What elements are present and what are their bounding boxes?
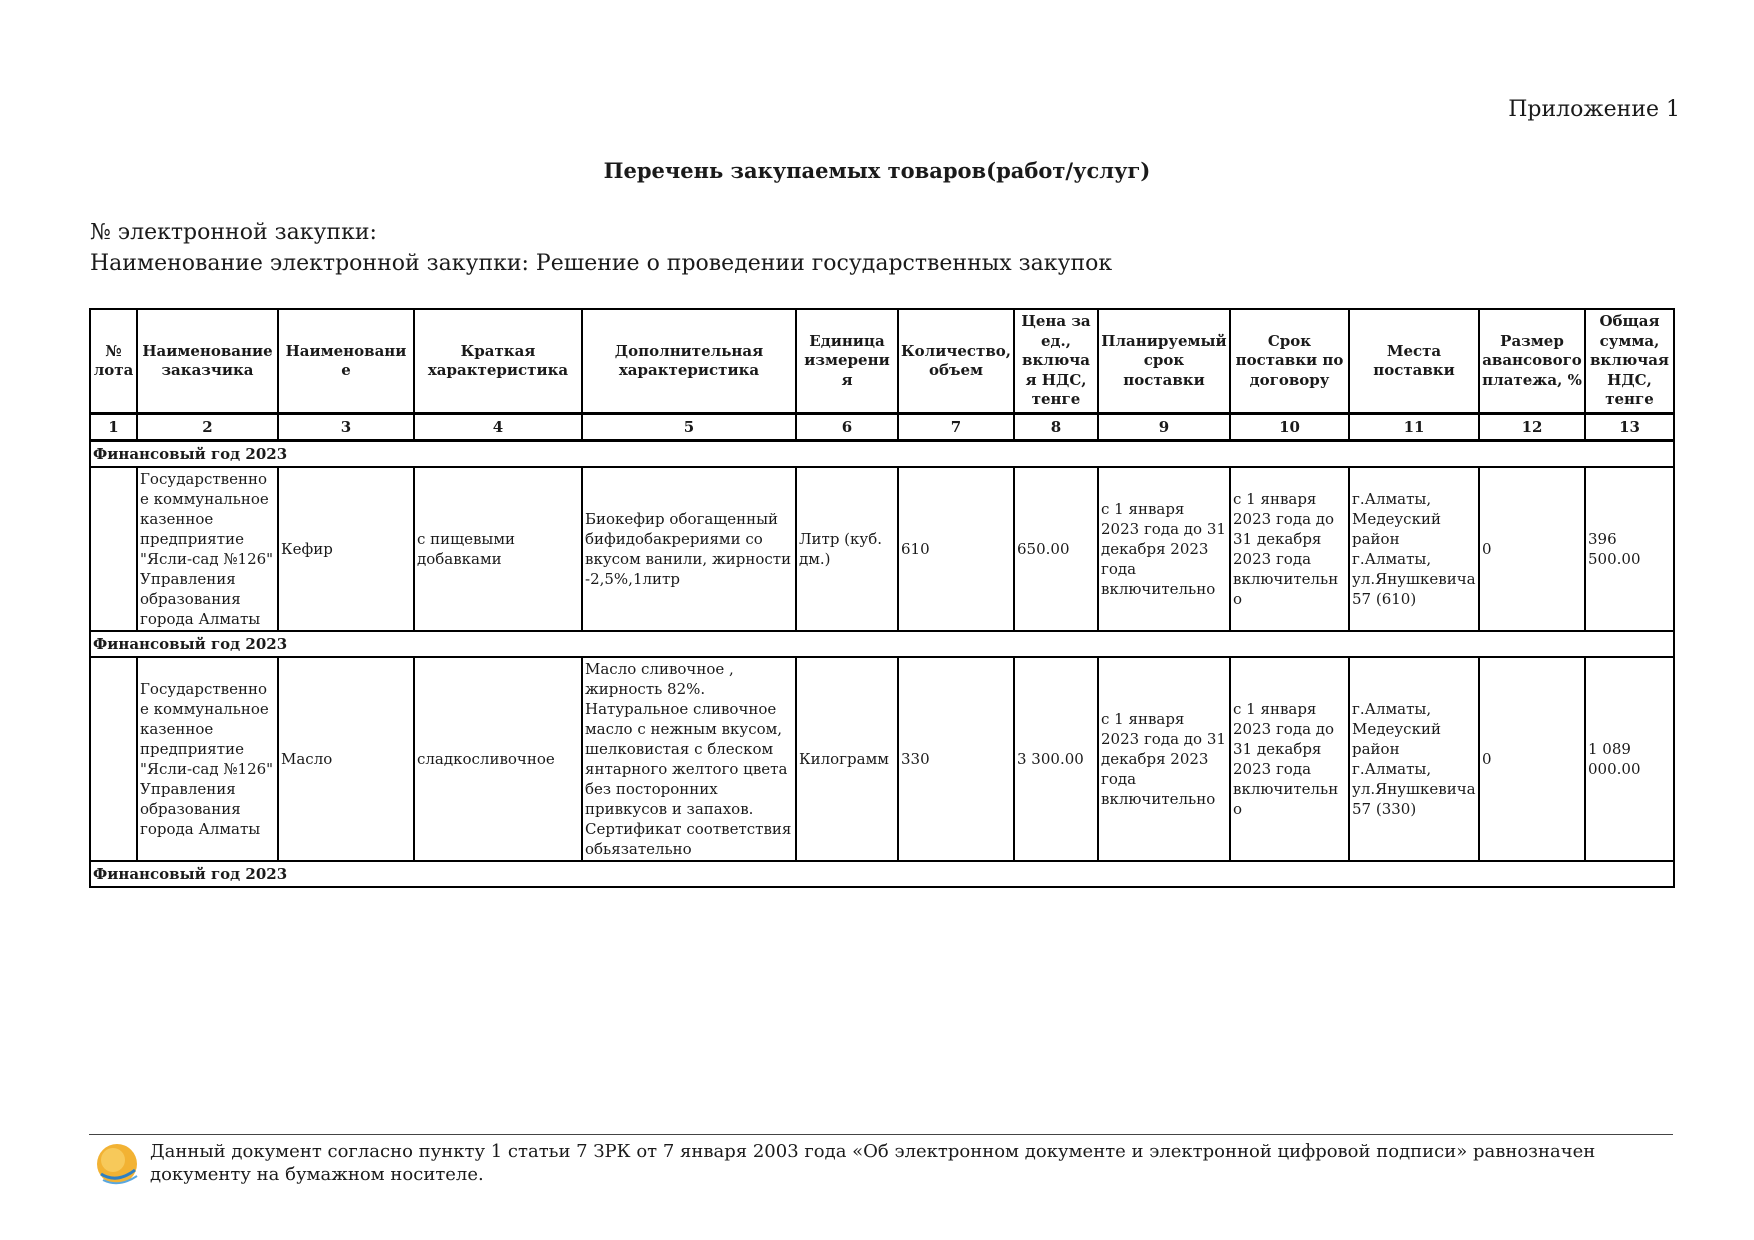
fiscal-year-label: Финансовый год 2023 bbox=[90, 631, 1674, 657]
header-cell: Наименование заказчика bbox=[137, 309, 278, 414]
total-cell: 396 500.00 bbox=[1585, 467, 1674, 631]
header-cell: Дополнительная характеристика bbox=[582, 309, 796, 414]
column-number: 1 bbox=[90, 414, 137, 441]
footer-divider bbox=[89, 1134, 1673, 1135]
header-cell: Краткая характеристика bbox=[414, 309, 582, 414]
column-number: 8 bbox=[1014, 414, 1098, 441]
fiscal-year-label: Финансовый год 2023 bbox=[90, 441, 1674, 468]
column-number: 5 bbox=[582, 414, 796, 441]
contract-term-cell: с 1 января 2023 года до 31 декабря 2023 года включительно bbox=[1230, 467, 1349, 631]
header-row bbox=[90, 309, 1674, 414]
price-cell: 650.00 bbox=[1014, 467, 1098, 631]
column-number: 7 bbox=[898, 414, 1014, 441]
lot-number-cell bbox=[90, 657, 137, 861]
fiscal-year-label: Финансовый год 2023 bbox=[90, 861, 1674, 887]
total-cell: 1 089 000.00 bbox=[1585, 657, 1674, 861]
extra-desc-cell: Биокефир обогащенный бифидобакрериями со вкусом ванили, жирности -2,5%,1литр bbox=[582, 467, 796, 631]
customer-cell: Государственное коммунальное казенное предприятие "Ясли-сад №126" Управления образования города Алматы bbox=[137, 657, 278, 861]
appendix-label: Приложение 1 bbox=[1508, 97, 1680, 122]
advance-cell: 0 bbox=[1479, 657, 1585, 861]
table-row bbox=[90, 467, 1674, 631]
unit-cell: Литр (куб. дм.) bbox=[796, 467, 898, 631]
planned-term-cell: с 1 января 2023 года до 31 декабря 2023 года включительно bbox=[1098, 657, 1230, 861]
header-cell: Общая сумма, включая НДС, тенге bbox=[1585, 309, 1674, 414]
place-cell: г.Алматы, Медеуский район г.Алматы, ул.Янушкевича 57 (330) bbox=[1349, 657, 1479, 861]
column-number: 12 bbox=[1479, 414, 1585, 441]
column-number: 6 bbox=[796, 414, 898, 441]
quantity-cell: 610 bbox=[898, 467, 1014, 631]
advance-cell: 0 bbox=[1479, 467, 1585, 631]
name-cell: Кефир bbox=[278, 467, 414, 631]
header-cell: Места поставки bbox=[1349, 309, 1479, 414]
short-desc-cell: сладкосливочное bbox=[414, 657, 582, 861]
column-number: 2 bbox=[137, 414, 278, 441]
extra-desc-cell: Масло сливочное , жирность 82%. Натуральное сливочное масло с нежным вкусом, шелковистая с блеском янтарного желтого цвета без посторонних привкусов и запахов. Сертификат соответствия обьязательно bbox=[582, 657, 796, 861]
unit-cell: Килограмм bbox=[796, 657, 898, 861]
header-cell: Количество, объем bbox=[898, 309, 1014, 414]
column-number: 3 bbox=[278, 414, 414, 441]
year-row bbox=[90, 861, 1674, 887]
column-number: 9 bbox=[1098, 414, 1230, 441]
name-cell: Масло bbox=[278, 657, 414, 861]
document-title: Перечень закупаемых товаров(работ/услуг) bbox=[603, 158, 1151, 183]
header-cell: Цена за ед., включая НДС, тенге bbox=[1014, 309, 1098, 414]
column-number-row bbox=[90, 414, 1674, 441]
header-cell: Наименование bbox=[278, 309, 414, 414]
lots-table bbox=[89, 308, 1675, 888]
quantity-cell: 330 bbox=[898, 657, 1014, 861]
short-desc-cell: с пищевыми добавками bbox=[414, 467, 582, 631]
egov-seal-icon bbox=[93, 1140, 141, 1188]
year-row bbox=[90, 441, 1674, 468]
header-cell: Единица измерения bbox=[796, 309, 898, 414]
customer-cell: Государственное коммунальное казенное предприятие "Ясли-сад №126" Управления образования города Алматы bbox=[137, 467, 278, 631]
header-cell: № лота bbox=[90, 309, 137, 414]
column-number: 10 bbox=[1230, 414, 1349, 441]
column-number: 4 bbox=[414, 414, 582, 441]
place-cell: г.Алматы, Медеуский район г.Алматы, ул.Янушкевича 57 (610) bbox=[1349, 467, 1479, 631]
price-cell: 3 300.00 bbox=[1014, 657, 1098, 861]
header-cell: Размер авансового платежа, % bbox=[1479, 309, 1585, 414]
year-row bbox=[90, 631, 1674, 657]
lot-number-cell bbox=[90, 467, 137, 631]
procurement-number-label: № электронной закупки: bbox=[90, 220, 377, 245]
column-number: 13 bbox=[1585, 414, 1674, 441]
header-cell: Срок поставки по договору bbox=[1230, 309, 1349, 414]
procurement-name-label: Наименование электронной закупки: Решение о проведении государственных закупок bbox=[90, 251, 1113, 276]
header-cell: Планируемый срок поставки bbox=[1098, 309, 1230, 414]
table-row bbox=[90, 657, 1674, 861]
footer-legal-text: Данный документ согласно пункту 1 статьи 7 ЗРК от 7 января 2003 года «Об электронном документе и электронной цифровой подписи» равнозначен документу на бумажном носителе. bbox=[150, 1141, 1596, 1185]
column-number: 11 bbox=[1349, 414, 1479, 441]
planned-term-cell: с 1 января 2023 года до 31 декабря 2023 года включительно bbox=[1098, 467, 1230, 631]
contract-term-cell: с 1 января 2023 года до 31 декабря 2023 года включительно bbox=[1230, 657, 1349, 861]
